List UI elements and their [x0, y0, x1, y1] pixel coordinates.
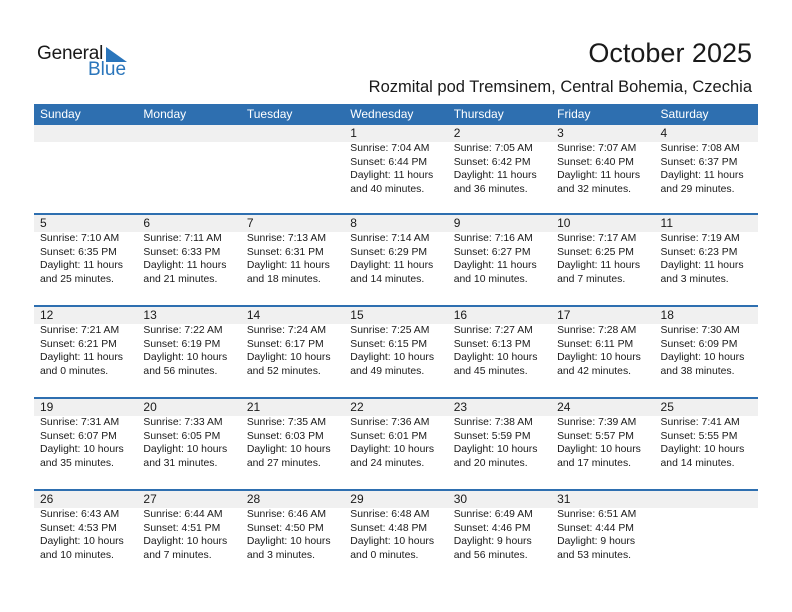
sunset-text: Sunset: 6:31 PM — [246, 246, 324, 258]
day-cell — [34, 491, 137, 562]
day-cell — [448, 215, 551, 286]
sunset-text: Sunset: 4:46 PM — [453, 522, 531, 534]
day-number: 16 — [453, 308, 468, 322]
sunset-text: Sunset: 6:25 PM — [557, 246, 634, 258]
day-number: 17 — [557, 308, 571, 322]
day-cell — [241, 215, 344, 286]
daylight-text: and 38 minutes. — [660, 365, 735, 377]
daylight-text: and 10 minutes. — [40, 549, 114, 561]
day-number: 5 — [40, 216, 47, 230]
day-number — [40, 125, 137, 142]
week-row — [34, 213, 758, 305]
sunrise-text: Sunrise: 7:16 AM — [453, 233, 533, 244]
sunset-text: Sunset: 6:01 PM — [350, 430, 428, 442]
day-cell — [655, 307, 758, 378]
daylight-text: and 35 minutes. — [40, 457, 114, 469]
weekday-wednesday: Wednesday — [350, 107, 414, 121]
day-number: 8 — [350, 216, 357, 230]
daylight-text: and 3 minutes. — [660, 273, 729, 285]
day-cell — [137, 215, 240, 286]
weeks-container — [34, 125, 758, 581]
day-number: 15 — [350, 308, 364, 322]
day-cell — [344, 125, 447, 196]
daylight-text: and 18 minutes. — [246, 273, 321, 285]
sunset-text: Sunset: 6:35 PM — [40, 246, 117, 258]
sunrise-text: Sunrise: 7:35 AM — [246, 417, 326, 428]
sunrise-text: Sunrise: 7:25 AM — [350, 325, 430, 336]
daylight-text: and 14 minutes. — [350, 273, 425, 285]
sunset-text: Sunset: 6:37 PM — [660, 156, 738, 168]
day-cell — [655, 215, 758, 286]
day-number: 26 — [40, 492, 54, 506]
daylight-text: and 53 minutes. — [557, 549, 632, 561]
day-cell — [551, 307, 654, 378]
day-cell — [344, 399, 447, 470]
daylight-text: and 20 minutes. — [453, 457, 528, 469]
day-cell — [137, 125, 240, 196]
weekday-thursday: Thursday — [453, 107, 504, 121]
daylight-text: and 56 minutes. — [143, 365, 218, 377]
sunrise-text: Sunrise: 7:21 AM — [40, 325, 120, 336]
day-number: 3 — [557, 126, 564, 140]
sunrise-text: Sunrise: 7:24 AM — [246, 325, 326, 336]
day-cell — [448, 125, 551, 196]
daylight-text: Daylight: 11 hours — [660, 170, 744, 181]
sunset-text: Sunset: 6:13 PM — [453, 338, 531, 350]
day-number: 28 — [246, 492, 261, 506]
daylight-text: Daylight: 11 hours — [40, 352, 123, 363]
day-number: 4 — [660, 126, 668, 140]
daylight-text: Daylight: 10 hours — [143, 536, 228, 547]
day-cell — [344, 491, 447, 562]
daylight-text: and 40 minutes. — [350, 183, 425, 195]
daylight-text: Daylight: 11 hours — [557, 260, 641, 271]
day-cell — [34, 399, 137, 470]
daylight-text: and 7 minutes. — [557, 273, 626, 285]
daylight-text: Daylight: 11 hours — [453, 260, 537, 271]
logo-text-general: General — [37, 43, 104, 64]
day-number: 27 — [143, 492, 157, 506]
daylight-text: and 14 minutes. — [660, 457, 735, 469]
daylight-text: and 25 minutes. — [40, 273, 114, 285]
weekday-friday: Friday — [557, 107, 591, 121]
sunset-text: Sunset: 6:19 PM — [143, 338, 221, 350]
sunset-text: Sunset: 6:40 PM — [557, 156, 634, 168]
day-cell — [551, 215, 654, 286]
day-cell — [241, 125, 344, 196]
sunset-text: Sunset: 6:33 PM — [143, 246, 221, 258]
sunset-text: Sunset: 4:50 PM — [246, 522, 324, 534]
day-number — [143, 125, 240, 142]
daylight-text: and 31 minutes. — [143, 457, 218, 469]
daylight-text: and 7 minutes. — [143, 549, 212, 561]
daylight-text: Daylight: 11 hours — [350, 260, 434, 271]
sunset-text: Sunset: 6:17 PM — [246, 338, 324, 350]
day-number: 1 — [350, 126, 357, 140]
sunset-text: Sunset: 6:44 PM — [350, 156, 428, 168]
sunset-text: Sunset: 6:07 PM — [40, 430, 117, 442]
daylight-text: Daylight: 10 hours — [40, 536, 124, 547]
sunset-text: Sunset: 6:09 PM — [660, 338, 738, 350]
day-cell — [655, 125, 758, 196]
day-number: 11 — [660, 216, 673, 230]
day-number — [247, 125, 344, 142]
sunset-text: Sunset: 6:15 PM — [350, 338, 428, 350]
daylight-text: Daylight: 11 hours — [557, 170, 641, 181]
day-cell — [448, 491, 551, 562]
daylight-text: Daylight: 10 hours — [350, 352, 435, 363]
day-cell — [655, 491, 758, 562]
day-number: 29 — [350, 492, 364, 506]
daylight-text: and 24 minutes. — [350, 457, 425, 469]
daylight-text: and 36 minutes. — [453, 183, 528, 195]
sunset-text: Sunset: 4:53 PM — [40, 522, 117, 534]
sunset-text: Sunset: 5:57 PM — [557, 430, 634, 442]
daylight-text: and 10 minutes. — [453, 273, 528, 285]
daylight-text: Daylight: 10 hours — [350, 536, 435, 547]
daylight-text: Daylight: 9 hours — [453, 536, 532, 547]
day-number: 22 — [350, 400, 364, 414]
location-subtitle: Rozmital pod Tremsinem, Central Bohemia, Czechia — [368, 78, 752, 96]
day-cell — [551, 399, 654, 470]
daylight-text: Daylight: 10 hours — [143, 444, 228, 455]
week-row — [34, 305, 758, 397]
day-number: 25 — [660, 400, 674, 414]
sunrise-text: Sunrise: 7:19 AM — [660, 233, 740, 244]
daylight-text: Daylight: 10 hours — [557, 352, 641, 363]
day-number: 6 — [143, 216, 151, 230]
daylight-text: and 32 minutes. — [557, 183, 632, 195]
sunrise-text: Sunrise: 6:43 AM — [40, 509, 120, 520]
day-number: 2 — [453, 126, 461, 140]
sunrise-text: Sunrise: 7:30 AM — [660, 325, 740, 336]
sunset-text: Sunset: 4:44 PM — [557, 522, 634, 534]
daylight-text: and 17 minutes. — [557, 457, 632, 469]
day-cell — [551, 491, 654, 562]
daylight-text: and 49 minutes. — [350, 365, 425, 377]
daylight-text: Daylight: 11 hours — [350, 170, 434, 181]
daylight-text: and 29 minutes. — [660, 183, 735, 195]
daylight-text: Daylight: 11 hours — [660, 260, 744, 271]
sunrise-text: Sunrise: 7:28 AM — [557, 325, 637, 336]
sunrise-text: Sunrise: 7:10 AM — [40, 233, 120, 244]
day-cell — [344, 307, 447, 378]
daylight-text: and 0 minutes. — [40, 365, 109, 377]
sunset-text: Sunset: 6:03 PM — [246, 430, 324, 442]
logo-text-blue: Blue — [88, 59, 127, 80]
day-number: 7 — [246, 216, 254, 230]
daylight-text: and 0 minutes. — [350, 549, 419, 561]
sunset-text: Sunset: 5:59 PM — [453, 430, 531, 442]
sunrise-text: Sunrise: 7:31 AM — [40, 417, 120, 428]
sunrise-text: Sunrise: 7:33 AM — [143, 417, 223, 428]
sunrise-text: Sunrise: 7:41 AM — [660, 417, 740, 428]
day-number: 20 — [143, 400, 157, 414]
daylight-text: and 3 minutes. — [246, 549, 316, 561]
sunrise-text: Sunrise: 7:13 AM — [246, 233, 326, 244]
daylight-text: and 42 minutes. — [557, 365, 632, 377]
day-cell — [344, 215, 447, 286]
weekday-tuesday: Tuesday — [246, 107, 293, 121]
daylight-text: and 45 minutes. — [453, 365, 528, 377]
day-number: 10 — [557, 216, 571, 230]
day-number: 12 — [40, 308, 54, 322]
daylight-text: Daylight: 11 hours — [143, 260, 227, 271]
daylight-text: Daylight: 10 hours — [40, 444, 124, 455]
daylight-text: Daylight: 11 hours — [246, 260, 330, 271]
daylight-text: Daylight: 9 hours — [557, 536, 636, 547]
day-cell — [34, 125, 137, 196]
daylight-text: Daylight: 10 hours — [246, 444, 331, 455]
sunset-text: Sunset: 6:42 PM — [453, 156, 531, 168]
sunrise-text: Sunrise: 7:38 AM — [453, 417, 533, 428]
day-cell — [137, 399, 240, 470]
sunrise-text: Sunrise: 6:49 AM — [453, 509, 533, 520]
daylight-text: Daylight: 10 hours — [350, 444, 435, 455]
sunset-text: Sunset: 6:21 PM — [40, 338, 117, 350]
daylight-text: Daylight: 10 hours — [453, 444, 538, 455]
daylight-text: Daylight: 10 hours — [557, 444, 641, 455]
sunrise-text: Sunrise: 7:22 AM — [143, 325, 223, 336]
weekday-monday: Monday — [143, 107, 187, 121]
week-row — [34, 397, 758, 489]
day-number: 23 — [453, 400, 468, 414]
day-number: 31 — [557, 492, 571, 506]
day-cell — [34, 215, 137, 286]
sunrise-text: Sunrise: 6:48 AM — [350, 509, 430, 520]
day-cell — [551, 125, 654, 196]
calendar-grid — [34, 104, 758, 581]
week-row — [34, 489, 758, 581]
page-title: October 2025 — [588, 38, 752, 68]
day-number: 19 — [40, 400, 54, 414]
day-cell — [241, 307, 344, 378]
daylight-text: Daylight: 10 hours — [660, 352, 745, 363]
day-cell — [655, 399, 758, 470]
sunset-text: Sunset: 6:23 PM — [660, 246, 738, 258]
daylight-text: and 21 minutes. — [143, 273, 218, 285]
sunset-text: Sunset: 5:55 PM — [660, 430, 738, 442]
daylight-text: Daylight: 10 hours — [143, 352, 228, 363]
weekday-saturday: Saturday — [660, 107, 709, 121]
daylight-text: Daylight: 10 hours — [453, 352, 538, 363]
daylight-text: Daylight: 10 hours — [660, 444, 745, 455]
day-number: 30 — [453, 492, 468, 506]
sunrise-text: Sunrise: 6:51 AM — [557, 509, 637, 520]
day-cell — [448, 399, 551, 470]
weekday-sunday: Sunday — [40, 107, 81, 121]
sunrise-text: Sunrise: 6:44 AM — [143, 509, 223, 520]
day-number: 21 — [246, 400, 261, 414]
sunrise-text: Sunrise: 7:14 AM — [350, 233, 430, 244]
logo — [37, 43, 137, 83]
sunset-text: Sunset: 6:11 PM — [557, 338, 634, 350]
daylight-text: Daylight: 10 hours — [246, 536, 331, 547]
daylight-text: and 27 minutes. — [246, 457, 321, 469]
day-number — [661, 491, 758, 508]
sunset-text: Sunset: 6:05 PM — [143, 430, 221, 442]
sunrise-text: Sunrise: 7:08 AM — [660, 143, 740, 154]
day-cell — [241, 491, 344, 562]
day-number: 14 — [246, 308, 261, 322]
day-cell — [448, 307, 551, 378]
daylight-text: and 56 minutes. — [453, 549, 528, 561]
daylight-text: Daylight: 11 hours — [40, 260, 123, 271]
day-number: 13 — [143, 308, 157, 322]
sunrise-text: Sunrise: 7:39 AM — [557, 417, 637, 428]
sunrise-text: Sunrise: 7:36 AM — [350, 417, 430, 428]
day-cell — [137, 307, 240, 378]
sunrise-text: Sunrise: 6:46 AM — [246, 509, 326, 520]
day-cell — [241, 399, 344, 470]
day-number: 24 — [557, 400, 571, 414]
sunrise-text: Sunrise: 7:05 AM — [453, 143, 533, 154]
sunset-text: Sunset: 4:51 PM — [143, 522, 221, 534]
daylight-text: and 52 minutes. — [246, 365, 321, 377]
sunset-text: Sunset: 4:48 PM — [350, 522, 428, 534]
day-cell — [34, 307, 137, 378]
daylight-text: Daylight: 11 hours — [453, 170, 537, 181]
week-row — [34, 125, 758, 213]
sunrise-text: Sunrise: 7:07 AM — [557, 143, 637, 154]
day-cell — [137, 491, 240, 562]
sunrise-text: Sunrise: 7:04 AM — [350, 143, 430, 154]
weekday-header — [34, 104, 758, 125]
day-number: 9 — [453, 216, 461, 230]
sunrise-text: Sunrise: 7:27 AM — [453, 325, 533, 336]
sunset-text: Sunset: 6:27 PM — [453, 246, 531, 258]
sunrise-text: Sunrise: 7:11 AM — [143, 233, 222, 244]
sunset-text: Sunset: 6:29 PM — [350, 246, 428, 258]
sunrise-text: Sunrise: 7:17 AM — [557, 233, 637, 244]
daylight-text: Daylight: 10 hours — [246, 352, 331, 363]
day-number: 18 — [660, 308, 674, 322]
